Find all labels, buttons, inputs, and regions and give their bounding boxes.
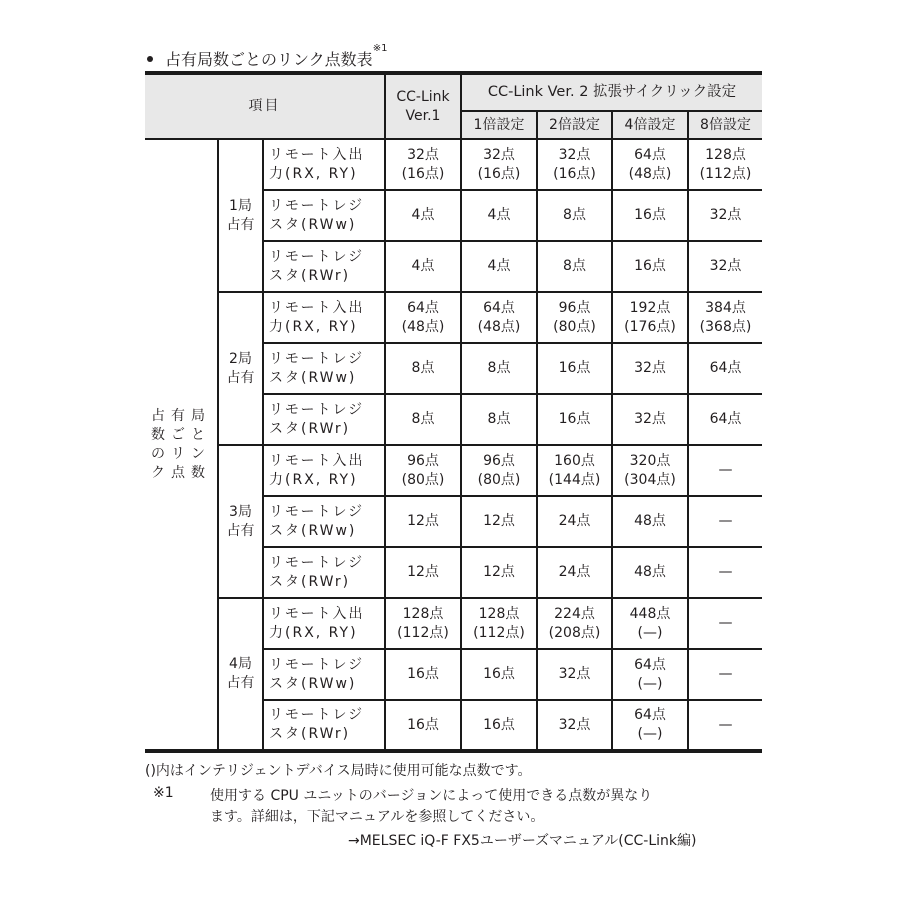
value-line: 64点 bbox=[634, 656, 666, 673]
header-ver1-line1: CC-Link bbox=[396, 88, 450, 105]
value-line: 4点 bbox=[487, 207, 511, 223]
value-line: — bbox=[718, 666, 733, 682]
value-line: (112点) bbox=[473, 624, 525, 641]
value-cell bbox=[612, 241, 688, 292]
value-line: 96点 bbox=[407, 452, 439, 469]
item-name-line: リモートレジ bbox=[269, 248, 365, 265]
header-4x: 4倍設定 bbox=[612, 111, 688, 139]
item-name bbox=[263, 394, 385, 445]
value-cell bbox=[461, 343, 537, 394]
item-name-line: リモート入出 bbox=[269, 605, 365, 622]
occupied-label-line: 占有 bbox=[226, 216, 255, 233]
value-cell bbox=[537, 241, 612, 292]
footnote-line1: 使用する CPU ユニットのバージョンによって使用できる点数が異なり bbox=[210, 788, 653, 804]
item-name-line: リモートレジ bbox=[269, 707, 365, 723]
value-cell bbox=[461, 394, 537, 445]
value-cell bbox=[688, 598, 762, 649]
value-cell bbox=[385, 547, 461, 598]
item-name-line: 力(RX, RY) bbox=[269, 624, 358, 641]
item-name-line: リモートレジ bbox=[269, 197, 365, 214]
value-cell bbox=[461, 241, 537, 292]
title-text: 占有局数ごとのリンク点数表 bbox=[165, 50, 373, 69]
occupied-stations-label bbox=[218, 445, 263, 598]
value-line: 128点 bbox=[705, 146, 746, 163]
item-name bbox=[263, 598, 385, 649]
value-cell bbox=[461, 139, 537, 190]
value-cell bbox=[537, 190, 612, 241]
table-row bbox=[145, 292, 762, 343]
value-cell bbox=[461, 445, 537, 496]
value-cell bbox=[688, 547, 762, 598]
item-name-line: 力(RX, RY) bbox=[269, 165, 358, 182]
value-line: 64点 bbox=[709, 360, 742, 376]
value-cell bbox=[688, 394, 762, 445]
value-line: 12点 bbox=[483, 564, 515, 580]
value-line: 32点 bbox=[558, 146, 591, 163]
value-line: 24点 bbox=[558, 513, 591, 529]
title-footnote-ref: ※1 bbox=[372, 43, 388, 54]
value-line: 12点 bbox=[483, 513, 515, 529]
value-line: 16点 bbox=[634, 258, 666, 274]
occupied-stations-label bbox=[218, 139, 263, 292]
value-cell bbox=[612, 445, 688, 496]
value-line: 32点 bbox=[558, 666, 591, 682]
value-line: — bbox=[718, 716, 733, 733]
item-name bbox=[263, 190, 385, 241]
item-name-line: スタ(RWw) bbox=[269, 369, 357, 386]
value-line: (48点) bbox=[401, 318, 445, 335]
table-body bbox=[145, 139, 762, 751]
value-cell bbox=[612, 496, 688, 547]
value-cell bbox=[612, 547, 688, 598]
value-cell bbox=[612, 343, 688, 394]
value-line: (208点) bbox=[548, 624, 601, 641]
item-name bbox=[263, 139, 385, 190]
value-line: (112点) bbox=[699, 165, 752, 182]
value-line: 8点 bbox=[411, 411, 435, 427]
value-line: 8点 bbox=[487, 360, 511, 376]
value-cell bbox=[461, 190, 537, 241]
header-ver2: CC-Link Ver. 2 拡張サイクリック設定 bbox=[461, 73, 762, 111]
value-cell bbox=[537, 445, 612, 496]
value-cell bbox=[612, 190, 688, 241]
value-line: (144点) bbox=[548, 471, 601, 488]
value-cell bbox=[385, 394, 461, 445]
value-cell bbox=[688, 292, 762, 343]
value-cell bbox=[688, 700, 762, 751]
value-cell bbox=[688, 190, 762, 241]
value-line: 4点 bbox=[411, 258, 435, 274]
value-line: 32点 bbox=[709, 258, 742, 274]
value-cell bbox=[461, 649, 537, 700]
value-cell bbox=[688, 445, 762, 496]
item-name-line: リモート入出 bbox=[269, 146, 365, 163]
row-group-label bbox=[145, 139, 218, 751]
occupied-label-line: 4局 bbox=[229, 656, 252, 672]
table-row bbox=[145, 598, 762, 649]
item-name-line: リモートレジ bbox=[269, 350, 365, 367]
item-name-line: リモートレジ bbox=[269, 401, 365, 418]
item-name-line: スタ(RWr) bbox=[269, 420, 351, 437]
value-cell bbox=[385, 241, 461, 292]
value-line: 96点 bbox=[483, 452, 515, 469]
value-cell bbox=[537, 700, 612, 751]
value-line: 64点 bbox=[634, 707, 666, 723]
value-cell bbox=[461, 496, 537, 547]
table-row bbox=[145, 139, 762, 190]
value-line: 16点 bbox=[483, 666, 515, 682]
value-line: 32点 bbox=[634, 360, 666, 376]
row-group-label-line: ク点数 bbox=[151, 464, 211, 481]
value-cell bbox=[385, 649, 461, 700]
value-line: 4点 bbox=[411, 207, 435, 223]
item-name-line: スタ(RWw) bbox=[269, 675, 357, 692]
value-cell bbox=[612, 700, 688, 751]
table-title bbox=[147, 43, 388, 70]
value-line: 48点 bbox=[634, 513, 666, 529]
value-line: (304点) bbox=[624, 471, 676, 488]
value-line: 96点 bbox=[558, 299, 591, 316]
value-line: (80点) bbox=[553, 318, 596, 335]
value-line: — bbox=[718, 615, 733, 631]
item-name bbox=[263, 241, 385, 292]
value-cell bbox=[688, 343, 762, 394]
occupied-label-line: 占有 bbox=[226, 675, 255, 691]
value-line: (48点) bbox=[477, 318, 521, 335]
item-name bbox=[263, 547, 385, 598]
value-cell bbox=[385, 292, 461, 343]
value-line: 64点 bbox=[407, 299, 439, 316]
row-group-label-line: 占有局 bbox=[151, 407, 211, 424]
row-group-label-line: 数ごと bbox=[151, 426, 211, 443]
occupied-label-line: 占有 bbox=[226, 522, 255, 539]
value-line: 32点 bbox=[483, 146, 515, 163]
value-line: (16点) bbox=[401, 165, 445, 182]
value-line: 448点 bbox=[629, 605, 671, 622]
value-line: 384点 bbox=[705, 299, 746, 316]
item-name-line: 力(RX, RY) bbox=[269, 318, 358, 335]
item-name bbox=[263, 649, 385, 700]
value-line: — bbox=[718, 513, 733, 529]
item-name-line: スタ(RWr) bbox=[269, 573, 351, 590]
value-line: 16点 bbox=[558, 411, 591, 427]
value-line: 320点 bbox=[629, 452, 671, 469]
value-line: (—) bbox=[637, 675, 663, 692]
item-name bbox=[263, 445, 385, 496]
value-line: 12点 bbox=[407, 564, 439, 580]
value-cell bbox=[385, 190, 461, 241]
header-2x: 2倍設定 bbox=[537, 111, 612, 139]
occupied-label-line: 3局 bbox=[229, 503, 252, 520]
value-cell bbox=[385, 343, 461, 394]
value-line: 12点 bbox=[407, 513, 439, 529]
value-cell bbox=[537, 394, 612, 445]
occupied-label-line: 1局 bbox=[229, 197, 252, 214]
value-line: — bbox=[718, 564, 733, 580]
value-cell bbox=[612, 598, 688, 649]
header-ver1 bbox=[385, 73, 461, 139]
header-1x: 1倍設定 bbox=[461, 111, 537, 139]
value-cell bbox=[688, 496, 762, 547]
value-cell bbox=[537, 343, 612, 394]
occupied-stations-label bbox=[218, 598, 263, 751]
value-line: 8点 bbox=[411, 360, 435, 376]
value-line: 16点 bbox=[407, 666, 439, 682]
value-cell bbox=[385, 598, 461, 649]
value-line: (176点) bbox=[624, 318, 676, 335]
value-line: 8点 bbox=[563, 207, 586, 223]
value-line: 32点 bbox=[634, 411, 666, 427]
value-line: 224点 bbox=[554, 605, 595, 622]
manual-reference: →MELSEC iQ-F FX5ユーザーズマニュアル(CC-Link編) bbox=[348, 833, 697, 849]
value-line: 8点 bbox=[563, 258, 586, 274]
item-name bbox=[263, 700, 385, 751]
header-ver1-line2: Ver.1 bbox=[405, 107, 441, 124]
value-cell bbox=[461, 292, 537, 343]
item-name-line: リモートレジ bbox=[269, 554, 365, 571]
value-cell bbox=[688, 649, 762, 700]
value-line: (16点) bbox=[477, 165, 521, 182]
item-name-line: スタ(RWr) bbox=[269, 726, 351, 742]
value-line: (16点) bbox=[553, 165, 596, 182]
value-cell bbox=[385, 496, 461, 547]
occupied-stations-label bbox=[218, 292, 263, 445]
value-cell bbox=[612, 649, 688, 700]
item-name-line: スタ(RWw) bbox=[269, 522, 357, 539]
value-line: 32点 bbox=[407, 146, 439, 163]
item-name-line: スタ(RWw) bbox=[269, 216, 357, 233]
value-line: 16点 bbox=[483, 716, 515, 733]
value-line: 128点 bbox=[478, 605, 520, 622]
footnote-line2: ます。詳細は，下記マニュアルを参照してください。 bbox=[210, 809, 545, 825]
value-cell bbox=[688, 241, 762, 292]
value-cell bbox=[612, 139, 688, 190]
item-name-line: リモートレジ bbox=[269, 503, 365, 520]
value-cell bbox=[688, 139, 762, 190]
value-line: — bbox=[718, 462, 733, 478]
value-cell bbox=[461, 598, 537, 649]
value-cell bbox=[537, 139, 612, 190]
value-line: 8点 bbox=[487, 411, 511, 427]
value-cell bbox=[537, 292, 612, 343]
occupied-label-line: 2局 bbox=[229, 350, 252, 367]
value-cell bbox=[461, 700, 537, 751]
footnote-mark: ※1 bbox=[153, 785, 174, 801]
header-8x: 8倍設定 bbox=[688, 111, 762, 139]
value-line: (80点) bbox=[477, 471, 521, 488]
value-line: (368点) bbox=[699, 318, 752, 335]
item-name-line: 力(RX, RY) bbox=[269, 471, 358, 488]
value-line: 16点 bbox=[634, 207, 666, 223]
value-line: 24点 bbox=[558, 564, 591, 580]
value-cell bbox=[537, 496, 612, 547]
item-name-line: スタ(RWr) bbox=[269, 267, 351, 284]
value-line: 48点 bbox=[634, 564, 666, 580]
item-name-line: リモートレジ bbox=[269, 656, 365, 673]
value-cell bbox=[612, 292, 688, 343]
item-name bbox=[263, 343, 385, 394]
value-line: 192点 bbox=[629, 299, 671, 316]
header-item: 項目 bbox=[145, 73, 385, 139]
value-line: (—) bbox=[637, 726, 663, 742]
paren-note: ()内はインテリジェントデバイス局時に使用可能な点数です。 bbox=[145, 763, 532, 779]
item-name-line: リモート入出 bbox=[269, 299, 365, 316]
value-line: 64点 bbox=[709, 411, 742, 427]
item-name bbox=[263, 292, 385, 343]
value-cell bbox=[612, 394, 688, 445]
value-line: 160点 bbox=[554, 452, 595, 469]
value-line: (48点) bbox=[628, 165, 672, 182]
bullet-icon bbox=[147, 56, 153, 62]
value-cell bbox=[385, 139, 461, 190]
occupied-label-line: 占有 bbox=[226, 369, 255, 386]
value-line: (112点) bbox=[397, 624, 449, 641]
value-line: 64点 bbox=[634, 146, 666, 163]
table-row bbox=[145, 445, 762, 496]
value-line: 4点 bbox=[487, 258, 511, 274]
value-cell bbox=[385, 445, 461, 496]
value-cell bbox=[537, 547, 612, 598]
item-name bbox=[263, 496, 385, 547]
value-line: 16点 bbox=[558, 360, 591, 376]
value-line: 32点 bbox=[558, 716, 591, 733]
row-group-label-line: のリン bbox=[151, 445, 211, 462]
value-line: 128点 bbox=[402, 605, 444, 622]
value-line: (80点) bbox=[401, 471, 445, 488]
value-cell bbox=[385, 700, 461, 751]
link-points-table bbox=[145, 71, 762, 753]
value-line: 32点 bbox=[709, 207, 742, 223]
value-cell bbox=[461, 547, 537, 598]
value-line: 64点 bbox=[483, 299, 515, 316]
value-line: (—) bbox=[637, 624, 663, 641]
value-cell bbox=[537, 598, 612, 649]
value-line: 16点 bbox=[407, 716, 439, 733]
item-name-line: リモート入出 bbox=[269, 452, 365, 469]
value-cell bbox=[537, 649, 612, 700]
